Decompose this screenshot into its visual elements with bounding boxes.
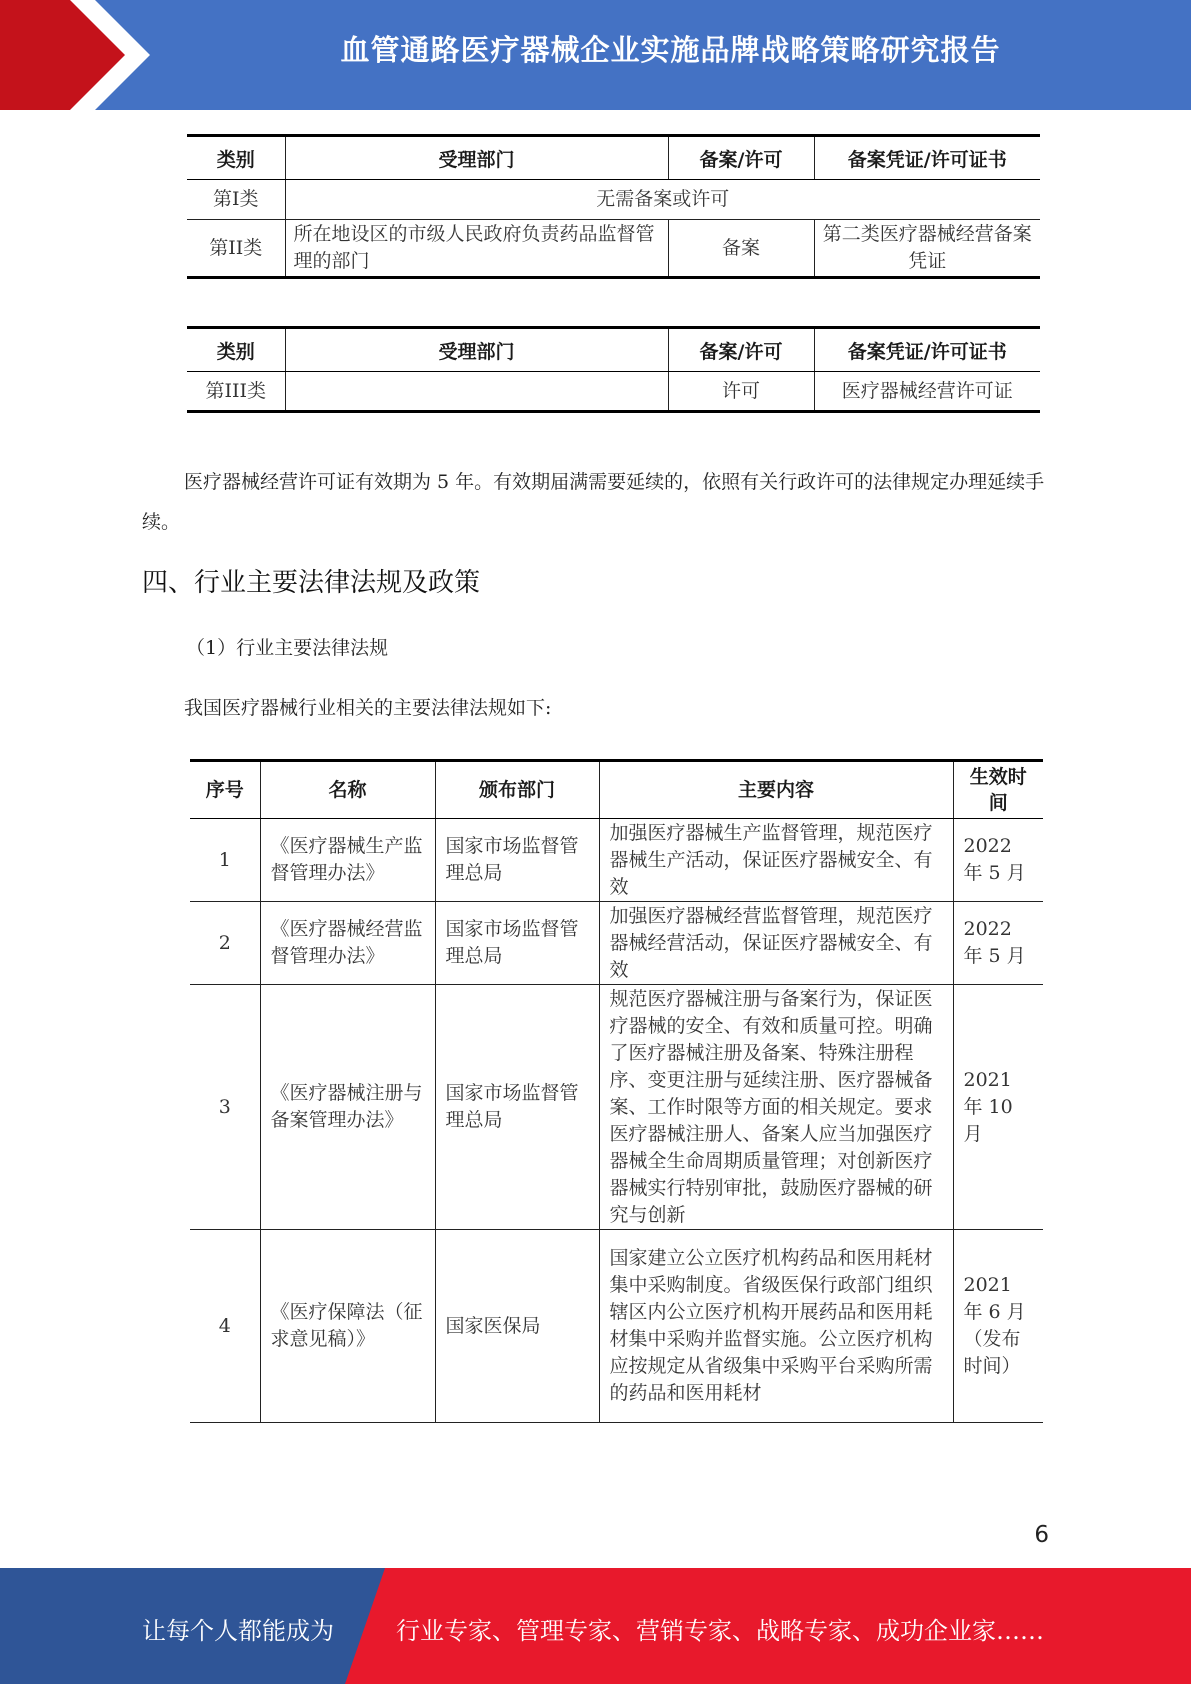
cell-dept: 国家市场监督管理总局 — [435, 819, 599, 902]
cell-date: 2021 年 6 月（发布时间） — [953, 1230, 1043, 1423]
cell-name: 《医疗保障法（征求意见稿）》 — [260, 1230, 435, 1423]
cell-type: 备案 — [668, 220, 814, 278]
cell-name: 《医疗器械经营监督管理办法》 — [260, 902, 435, 985]
header-type: 备案/许可 — [668, 328, 814, 372]
table-row — [190, 819, 1043, 902]
cell-no: 3 — [190, 985, 260, 1230]
footer-slogan-left: 让每个人都能成为 — [142, 1617, 334, 1645]
table-row — [190, 902, 1043, 985]
paragraph-license-validity: 医疗器械经营许可证有效期为 5 年。有效期届满需要延续的，依照有关行政许可的法律规定办理延续手续。 — [142, 471, 1045, 533]
header-name: 名称 — [260, 761, 435, 819]
footer-banner — [0, 1568, 1191, 1684]
footer-slogan-right: 行业专家、管理专家、营销专家、战略专家、成功企业家…… — [396, 1617, 1044, 1645]
header-dept: 受理部门 — [285, 136, 668, 180]
cell-name: 《医疗器械生产监督管理办法》 — [260, 819, 435, 902]
report-title: 血管通路医疗器械企业实施品牌战略策略研究报告 — [340, 33, 1001, 67]
cell-content: 规范医疗器械注册与备案行为，保证医疗器械的安全、有效和质量可控。明确了医疗器械注册及备案、特殊注册程序、变更注册与延续注册、医疗器械备案、工作时限等方面的相关规定。要求医疗器械注册人、备案人应当加强医疗器械全生命周期质量管理；对创新医疗器械实行特别审批，鼓励医疗器械的研究与创新 — [599, 985, 953, 1230]
cell-no: 4 — [190, 1230, 260, 1423]
table-row — [187, 372, 1040, 412]
header-no: 序号 — [190, 761, 260, 819]
cell-date: 2022 年 5 月 — [953, 902, 1043, 985]
cell-category: 第III类 — [187, 372, 285, 412]
header-dept: 颁布部门 — [435, 761, 599, 819]
cell-no: 2 — [190, 902, 260, 985]
header-banner — [0, 0, 1191, 110]
header-category: 类别 — [187, 328, 285, 372]
table-row — [190, 985, 1043, 1230]
cell-dept — [285, 372, 668, 412]
table-header-row — [187, 136, 1040, 180]
header-cert: 备案凭证/许可证书 — [814, 136, 1040, 180]
laws-table — [190, 759, 1043, 1423]
table-header-row — [190, 761, 1043, 819]
cell-content: 加强医疗器械生产监督管理，规范医疗器械生产活动，保证医疗器械安全、有效 — [599, 819, 953, 902]
header-date: 生效时间 — [953, 761, 1043, 819]
table-row — [187, 180, 1040, 220]
header-type: 备案/许可 — [668, 136, 814, 180]
table-header-row — [187, 328, 1040, 372]
sub-heading: （1）行业主要法律法规 — [186, 637, 389, 659]
cell-name: 《医疗器械注册与备案管理办法》 — [260, 985, 435, 1230]
header-content: 主要内容 — [599, 761, 953, 819]
intro-text: 我国医疗器械行业相关的主要法律法规如下: — [184, 697, 552, 719]
cell-cert: 医疗器械经营许可证 — [814, 372, 1040, 412]
header-cert: 备案凭证/许可证书 — [814, 328, 1040, 372]
cell-dept: 国家市场监督管理总局 — [435, 902, 599, 985]
table-row — [190, 1230, 1043, 1423]
cell-date: 2021 年 10 月 — [953, 985, 1043, 1230]
cell-date: 2022 年 5 月 — [953, 819, 1043, 902]
section-heading: 四、行业主要法律法规及政策 — [142, 568, 481, 598]
header-category: 类别 — [187, 136, 285, 180]
table-row — [187, 220, 1040, 278]
cell-dept: 国家市场监督管理总局 — [435, 985, 599, 1230]
cell-content: 国家建立公立医疗机构药品和医用耗材集中采购制度。省级医保行政部门组织辖区内公立医疗机构开展药品和医用耗材集中采购并监督实施。公立医疗机构应按规定从省级集中采购平台采购所需的药品和医用耗材 — [599, 1230, 953, 1423]
license-table-2 — [187, 326, 1040, 413]
cell-dept: 国家医保局 — [435, 1230, 599, 1423]
page-number: 6 — [1034, 1522, 1049, 1548]
cell-merged: 无需备案或许可 — [285, 180, 1040, 220]
chevron-red-icon — [0, 0, 140, 110]
header-dept: 受理部门 — [285, 328, 668, 372]
cell-cert: 第二类医疗器械经营备案凭证 — [814, 220, 1040, 278]
cell-content: 加强医疗器械经营监督管理，规范医疗器械经营活动，保证医疗器械安全、有效 — [599, 902, 953, 985]
cell-category: 第I类 — [187, 180, 285, 220]
cell-no: 1 — [190, 819, 260, 902]
cell-dept: 所在地设区的市级人民政府负责药品监督管理的部门 — [285, 220, 668, 278]
license-table-1 — [187, 134, 1040, 279]
cell-type: 许可 — [668, 372, 814, 412]
cell-category: 第II类 — [187, 220, 285, 278]
